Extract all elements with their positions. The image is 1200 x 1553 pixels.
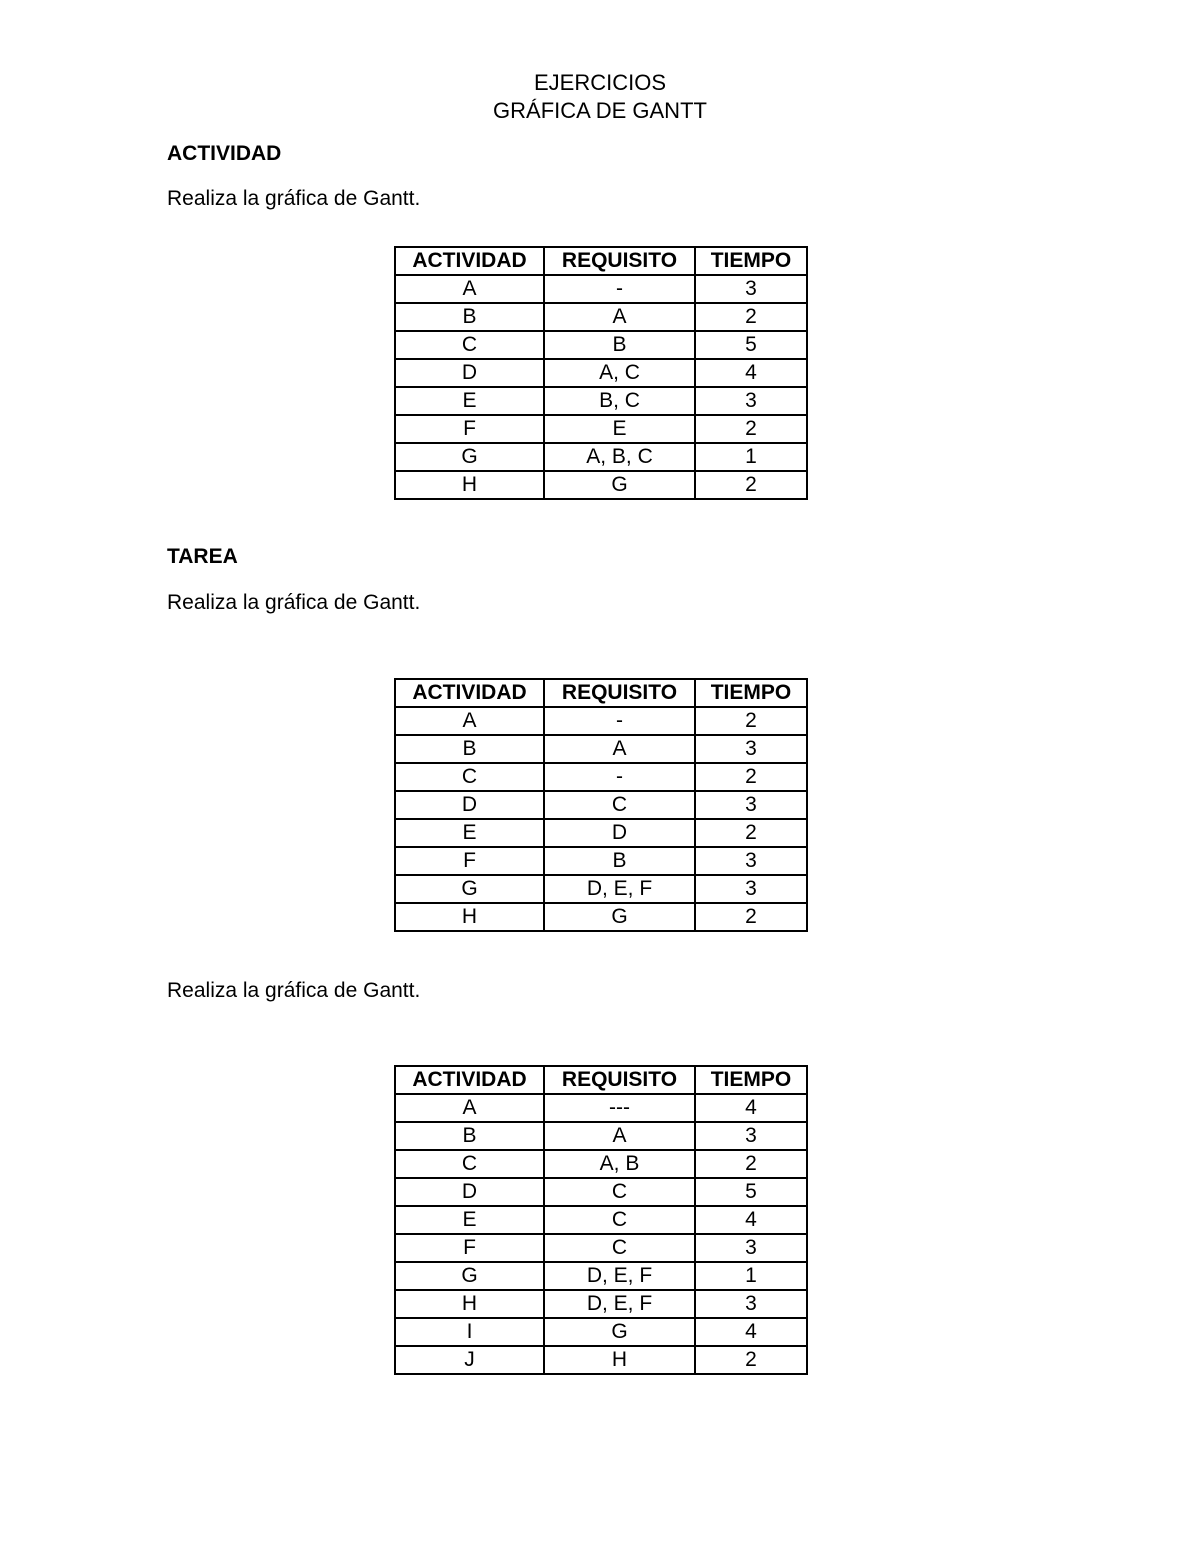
cell-actividad: E [395,819,544,847]
cell-actividad: C [395,331,544,359]
document-title-line-1: EJERCICIOS [533,70,667,95]
table-row [395,791,807,819]
cell-actividad: J [395,1346,544,1374]
cell-tiempo: 2 [695,415,807,443]
table-row [395,1262,807,1290]
cell-requisito: A, B [544,1150,695,1178]
column-header: REQUISITO [544,247,695,275]
cell-tiempo: 4 [695,1318,807,1346]
table-row [395,1094,807,1122]
table-row [395,1178,807,1206]
cell-requisito: --- [544,1094,695,1122]
gantt-table-2 [394,678,808,932]
instruction-text-3: Realiza la gráfica de Gantt. [167,979,421,1002]
cell-tiempo: 5 [695,1178,807,1206]
section-heading-tarea: TAREA [167,545,238,568]
cell-actividad: D [395,359,544,387]
table-row [395,1234,807,1262]
table-header-row [395,1066,807,1094]
cell-tiempo: 3 [695,1234,807,1262]
table-row [395,443,807,471]
table-row [395,707,807,735]
cell-tiempo: 3 [695,875,807,903]
column-header: ACTIVIDAD [395,679,544,707]
instruction-text-2: Realiza la gráfica de Gantt. [167,591,421,614]
column-header: TIEMPO [695,679,807,707]
table-row [395,735,807,763]
cell-requisito: G [544,471,695,499]
cell-actividad: G [395,875,544,903]
cell-requisito: C [544,791,695,819]
cell-actividad: A [395,1094,544,1122]
cell-tiempo: 3 [695,847,807,875]
cell-tiempo: 1 [695,443,807,471]
table-row [395,875,807,903]
table-row [395,1122,807,1150]
cell-actividad: A [395,707,544,735]
cell-tiempo: 3 [695,1290,807,1318]
cell-requisito: E [544,415,695,443]
cell-requisito: G [544,903,695,931]
cell-actividad: F [395,847,544,875]
cell-requisito: C [544,1234,695,1262]
column-header: REQUISITO [544,1066,695,1094]
cell-tiempo: 2 [695,707,807,735]
cell-tiempo: 2 [695,1150,807,1178]
cell-actividad: B [395,303,544,331]
cell-actividad: E [395,1206,544,1234]
table-row [395,763,807,791]
cell-tiempo: 3 [695,735,807,763]
table-row [395,331,807,359]
cell-actividad: D [395,791,544,819]
instruction-text-1: Realiza la gráfica de Gantt. [167,187,421,210]
cell-tiempo: 2 [695,1346,807,1374]
cell-actividad: B [395,1122,544,1150]
cell-requisito: B, C [544,387,695,415]
cell-actividad: C [395,763,544,791]
cell-actividad: G [395,1262,544,1290]
cell-actividad: H [395,903,544,931]
cell-actividad: H [395,471,544,499]
cell-requisito: A [544,303,695,331]
cell-tiempo: 2 [695,903,807,931]
table-row [395,903,807,931]
cell-actividad: B [395,735,544,763]
cell-requisito: - [544,275,695,303]
gantt-table-3 [394,1065,808,1375]
cell-tiempo: 4 [695,1094,807,1122]
cell-requisito: C [544,1206,695,1234]
cell-tiempo: 3 [695,1122,807,1150]
cell-requisito: A [544,1122,695,1150]
cell-requisito: A [544,735,695,763]
cell-requisito: D, E, F [544,1290,695,1318]
cell-requisito: B [544,847,695,875]
cell-actividad: D [395,1178,544,1206]
table-row [395,1290,807,1318]
table-row [395,847,807,875]
cell-tiempo: 5 [695,331,807,359]
table-row [395,359,807,387]
cell-requisito: D, E, F [544,875,695,903]
cell-tiempo: 2 [695,303,807,331]
cell-tiempo: 2 [695,471,807,499]
column-header: ACTIVIDAD [395,1066,544,1094]
cell-tiempo: 2 [695,763,807,791]
column-header: TIEMPO [695,1066,807,1094]
table-row [395,387,807,415]
cell-requisito: - [544,763,695,791]
gantt-table-1 [394,246,808,500]
cell-tiempo: 4 [695,1206,807,1234]
cell-tiempo: 2 [695,819,807,847]
cell-actividad: F [395,1234,544,1262]
cell-requisito: B [544,331,695,359]
table-row [395,1150,807,1178]
cell-requisito: H [544,1346,695,1374]
table-header-row [395,679,807,707]
section-heading-actividad: ACTIVIDAD [167,142,282,165]
table-row [395,1346,807,1374]
cell-tiempo: 3 [695,791,807,819]
cell-requisito: C [544,1178,695,1206]
cell-tiempo: 1 [695,1262,807,1290]
cell-requisito: D, E, F [544,1262,695,1290]
cell-actividad: E [395,387,544,415]
cell-requisito: D [544,819,695,847]
cell-tiempo: 4 [695,359,807,387]
cell-actividad: F [395,415,544,443]
cell-actividad: A [395,275,544,303]
cell-actividad: H [395,1290,544,1318]
table-row [395,1206,807,1234]
table-header-row [395,247,807,275]
cell-actividad: G [395,443,544,471]
column-header: TIEMPO [695,247,807,275]
cell-tiempo: 3 [695,275,807,303]
cell-tiempo: 3 [695,387,807,415]
cell-requisito: A, B, C [544,443,695,471]
cell-requisito: - [544,707,695,735]
column-header: ACTIVIDAD [395,247,544,275]
table-row [395,1318,807,1346]
cell-requisito: G [544,1318,695,1346]
cell-requisito: A, C [544,359,695,387]
table-row [395,471,807,499]
table-row [395,819,807,847]
table-row [395,303,807,331]
cell-actividad: I [395,1318,544,1346]
column-header: REQUISITO [544,679,695,707]
table-row [395,415,807,443]
cell-actividad: C [395,1150,544,1178]
table-row [395,275,807,303]
document-title-line-2: GRÁFICA DE GANTT [493,98,707,123]
